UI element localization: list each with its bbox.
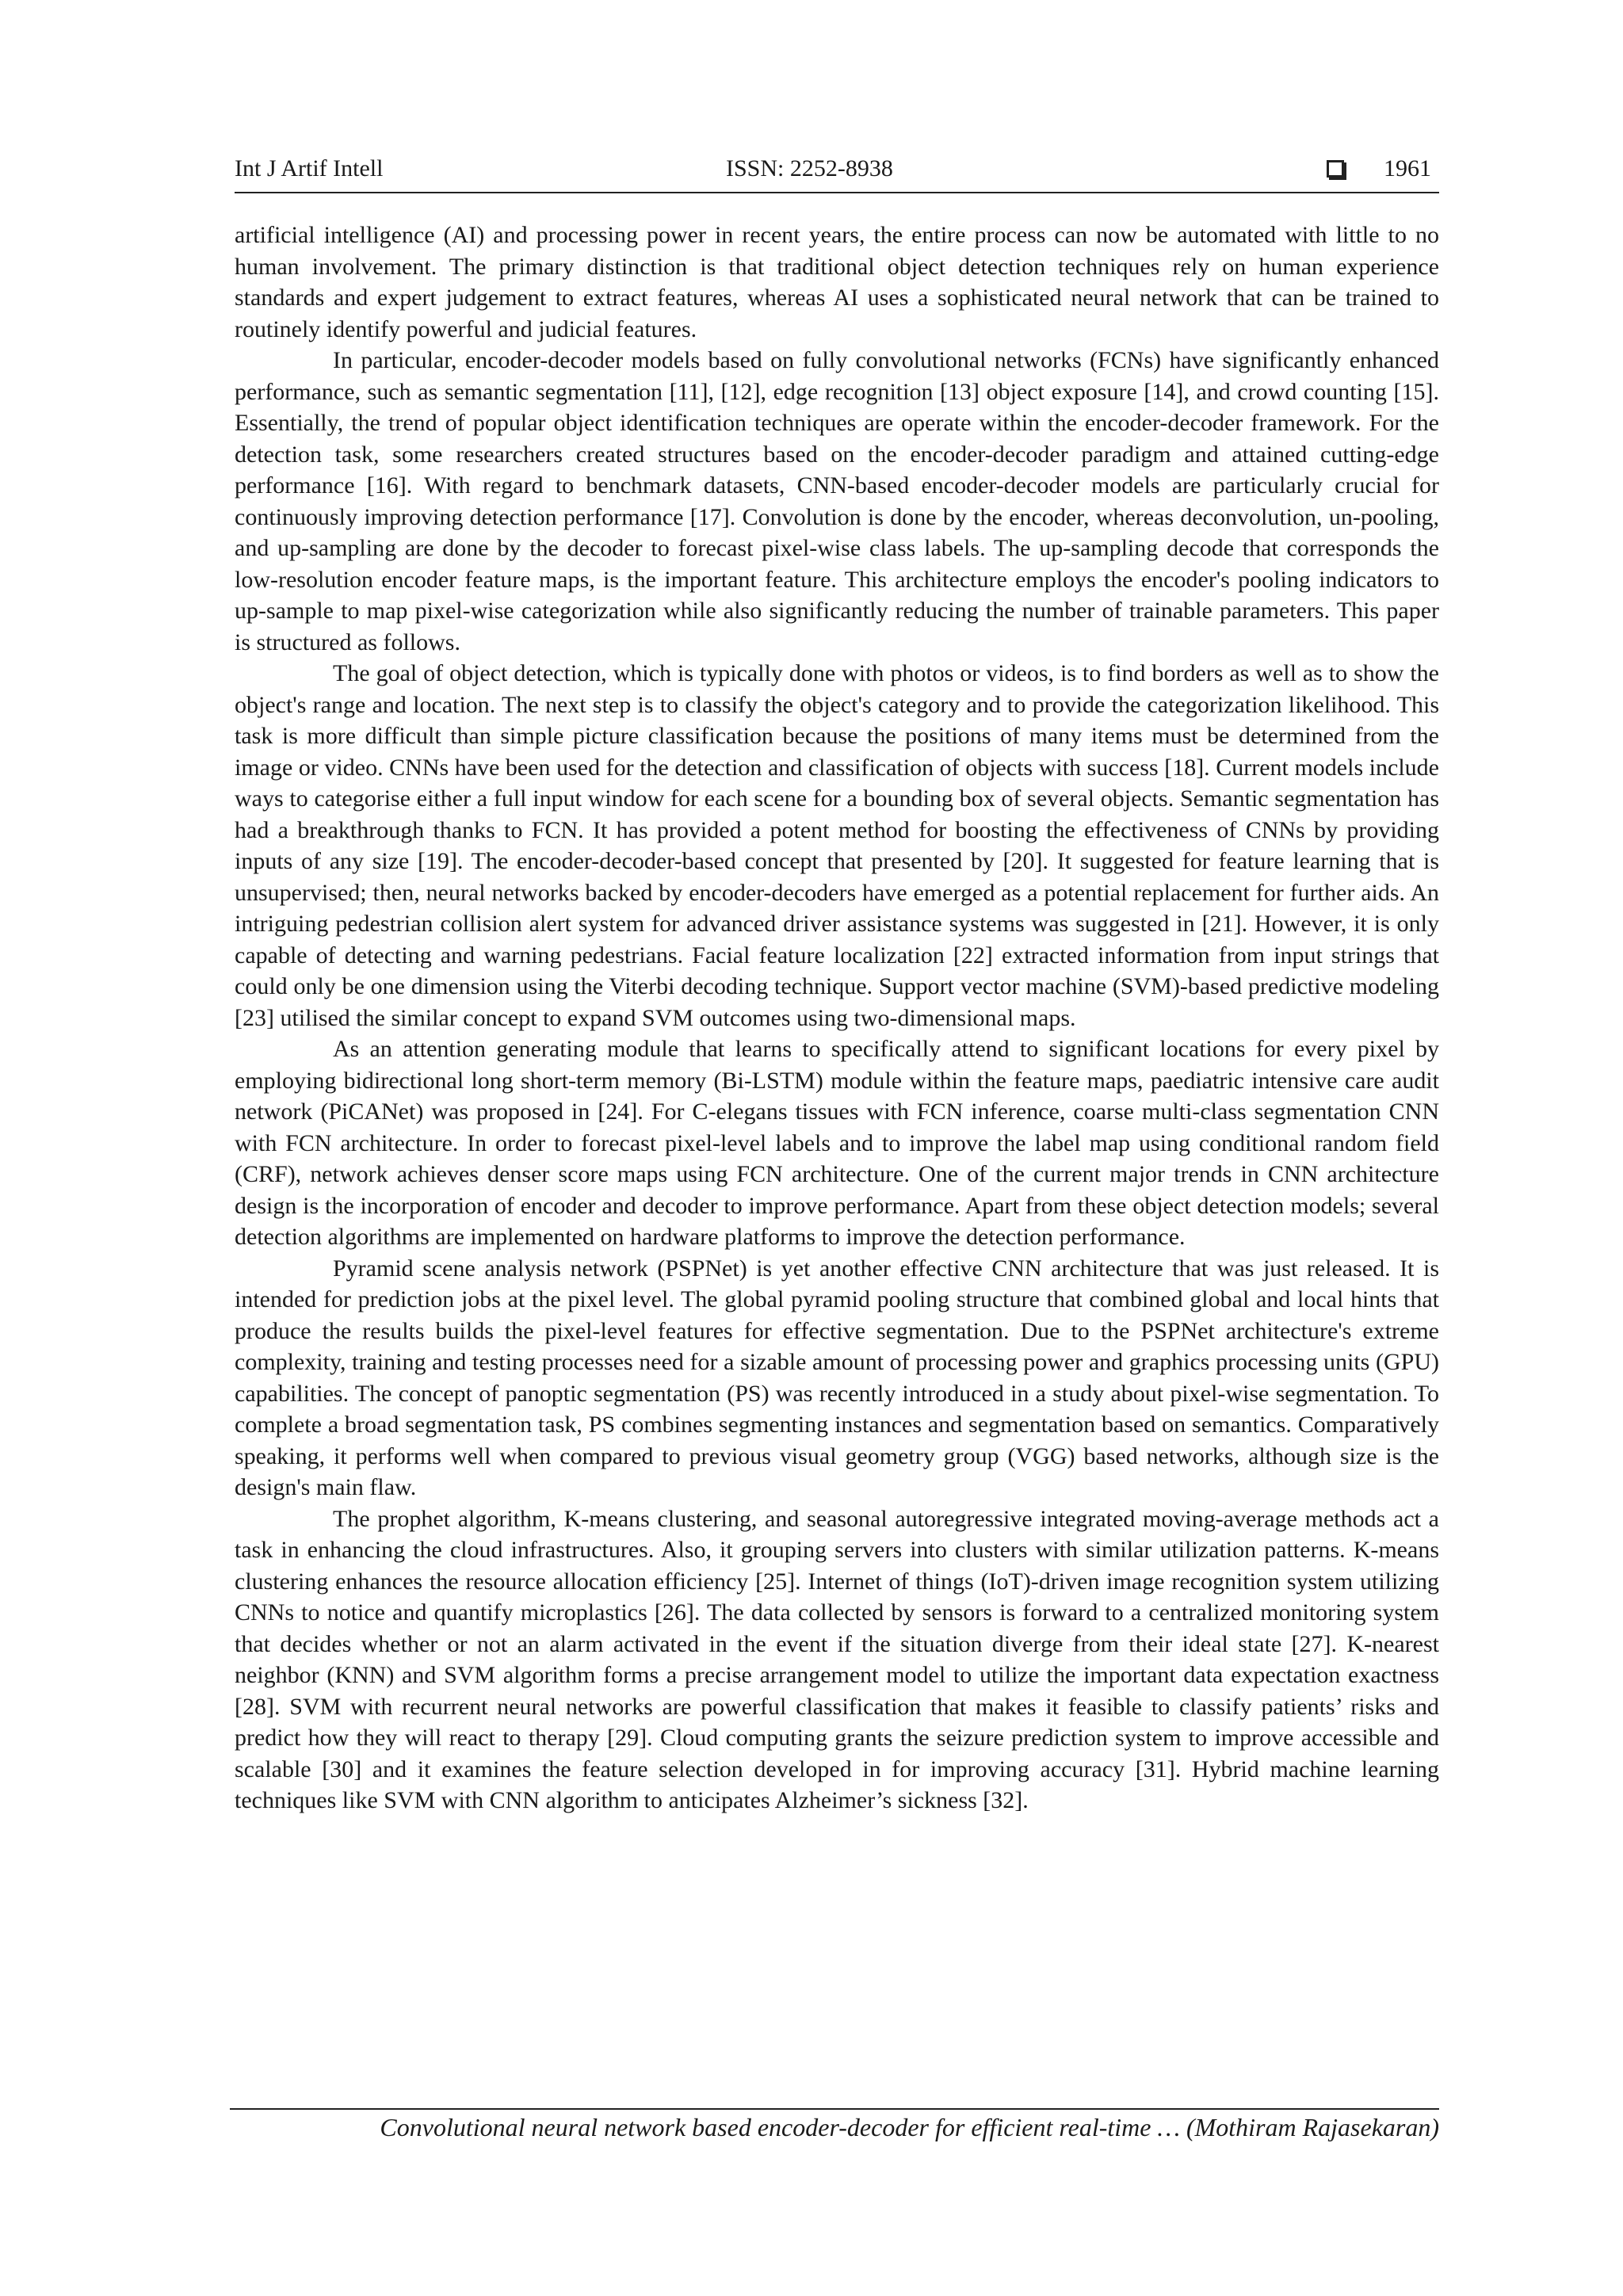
paragraph: In particular, encoder-decoder models based on fully convolutional networks (FCNs) have significantly enhanced performance, such as semantic segmentation [11], [12], edge recognition [13] object exposure [14], and crowd counting [15]. Essentially, the trend of popular object identification techniques are operate within the encoder-decoder framework. For the detection task, some researchers created structures based on the encoder-decoder paradigm and attained cutting-edge performance [16]. With regard to benchmark datasets, CNN-based encoder-decoder models are particularly crucial for continuously improving detection performance [17]. Convolution is done by the encoder, whereas deconvolution, un-pooling, and up-sampling are done by the decoder to forecast pixel-wise class labels. The up-sampling decode that corresponds the low-resolution encoder feature maps, is the important feature. This architecture employs the encoder's pooling indicators to up-sample to map pixel-wise categorization while also significantly reducing the number of trainable parameters. This paper is structured as follows. [235,347,1439,655]
page-number: 1961 [1384,155,1431,181]
body-text [235,220,1439,1817]
running-title: Convolutional neural network based encoder-decoder for efficient real-time … (Mothiram Rajasekaran) [380,2113,1439,2141]
paragraph: The prophet algorithm, K-means clustering, and seasonal autoregressive integrated moving-average methods act a task in enhancing the cloud infrastructures. Also, it grouping servers into clusters with similar utilization patterns. K-means clustering enhances the resource allocation efficiency [25]. Internet of things (IoT)-driven image recognition system utilizing CNNs to notice and quantify microplastics [26]. The data collected by sensors is forward to a centralized monitoring system that decides whether or not an alarm activated in the event if the situation diverge from their ideal state [27]. K-nearest neighbor (KNN) and SVM algorithm forms a precise arrangement model to utilize the important data expectation exactness [28]. SVM with recurrent neural networks are powerful classification that makes it feasible to classify patients’ risks and predict how they will react to therapy [29]. Cloud computing grants the seizure prediction system to improve accessible and scalable [30] and it examines the feature selection developed in for improving accuracy [31]. Hybrid machine learning techniques like SVM with CNN algorithm to anticipates Alzheimer’s sickness [32]. [235,1505,1439,1813]
footer-divider [230,2108,1439,2110]
paragraph: Pyramid scene analysis network (PSPNet) is yet another effective CNN architecture that was just released. It is intended for prediction jobs at the pixel level. The global pyramid pooling structure that combined global and local hints that produce the results builds the pixel-level features for effective segmentation. Due to the PSPNet architecture's extreme complexity, training and testing processes need for a sizable amount of processing power and graphics processing units (GPU) capabilities. The concept of panoptic segmentation (PS) was recently introduced in a study about pixel-wise segmentation. To complete a broad segmentation task, PS combines segmenting instances and segmentation based on semantics. Comparatively speaking, it performs well when compared to previous visual geometry group (VGG) based networks, although size is the design's main flaw. [235,1255,1439,1500]
page-header [235,155,1439,193]
issn-label: ISSN: 2252-8938 [726,155,893,181]
paragraph: artificial intelligence (AI) and processing power in recent years, the entire process can now be automated with little to no human involvement. The primary distinction is that traditional object detection techniques rely on human experience standards and expert judgement to extract features, whereas AI uses a sophisticated neural network that can be trained to routinely identify powerful and judicial features. [235,222,1439,342]
square-box-icon [1327,160,1344,178]
paragraph: As an attention generating module that learns to specifically attend to significant locations for every pixel by employing bidirectional long short-term memory (Bi-LSTM) module within the feature maps, paediatric intensive care audit network (PiCANet) was proposed in [24]. For C-elegans tissues with FCN inference, coarse multi-class segmentation CNN with FCN architecture. In order to forecast pixel-level labels and to improve the label map using conditional random field (CRF), network achieves denser score maps using FCN architecture. One of the current major trends in CNN architecture design is the incorporation of encoder and decoder to improve performance. Apart from these object detection models; several detection algorithms are implemented on hardware platforms to improve the detection performance. [235,1036,1439,1250]
paragraph: The goal of object detection, which is typically done with photos or videos, is to find borders as well as to show the object's range and location. The next step is to classify the object's category and to provide the categorization likelihood. This task is more difficult than simple picture classification because the positions of many items must be determined from the image or video. CNNs have been used for the detection and classification of objects with success [18]. Current models include ways to categorise either a full input window for each scene for a bounding box of several objects. Semantic segmentation has had a breakthrough thanks to FCN. It has provided a potent method for boosting the effectiveness of CNNs by providing inputs of any size [19]. The encoder-decoder-based concept that presented by [20]. It suggested for feature learning that is unsupervised; then, neural networks backed by encoder-decoders have emerged as a potential replacement for further aids. An intriguing pedestrian collision alert system for advanced driver assistance systems was suggested in [21]. However, it is only capable of detecting and warning pedestrians. Facial feature localization [22] extracted information from input strings that could only be one dimension using the Viterbi decoding technique. Support vector machine (SVM)-based predictive modeling [23] utilised the similar concept to expand SVM outcomes using two-dimensional maps. [235,660,1439,1031]
journal-name: Int J Artif Intell [235,155,384,181]
